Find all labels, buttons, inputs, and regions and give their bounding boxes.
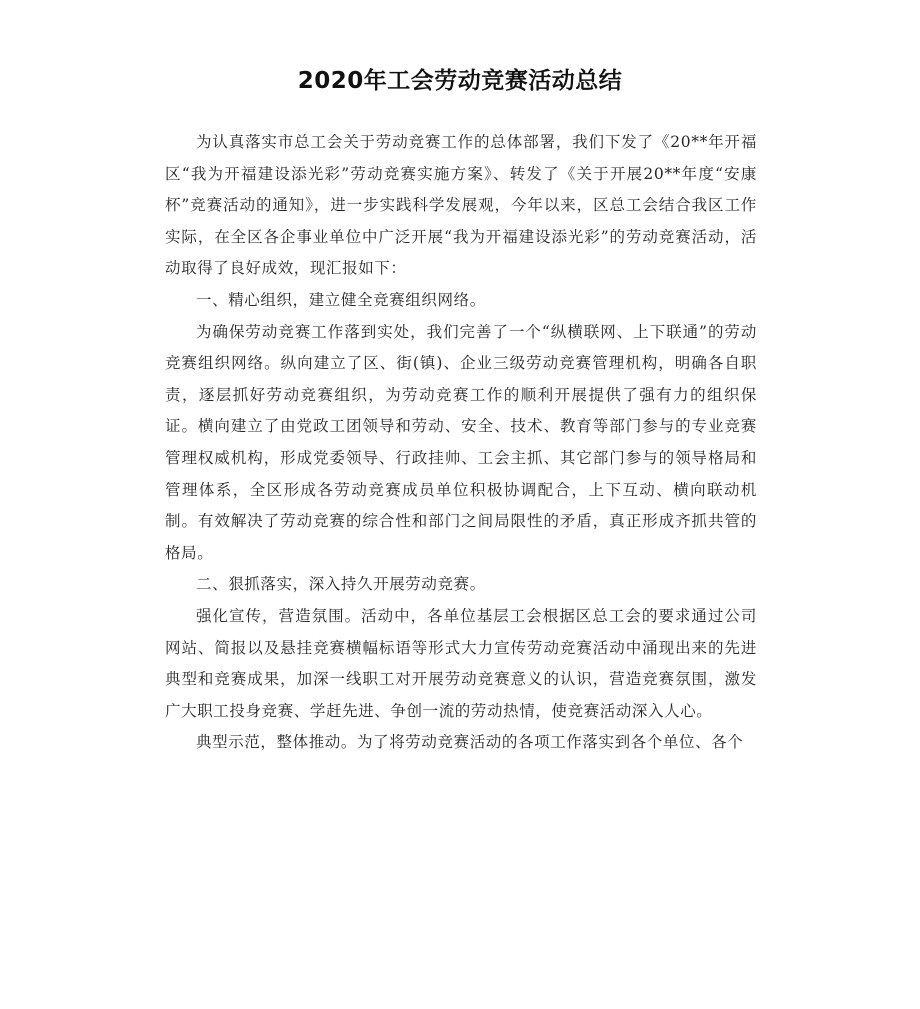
- section-2-paragraph-publicity: 强化宣传，营造氛围。活动中，各单位基层工会根据区总工会的要求通过公司网站、简报以及悬挂竞赛横幅标语等形式大力宣传劳动竞赛活动中涌现出来的先进典型和竞赛成果，加深一线职工对开展劳动竞赛意义的认识，营造竞赛氛围，激发广大职工投身竞赛、学赶先进、争创一流的劳动热情，使竞赛活动深入人心。: [165, 606, 757, 720]
- document-body: [165, 127, 757, 759]
- section-heading-1: 一、精心组织，建立健全竞赛组织网络。: [196, 290, 486, 309]
- section-heading-2: 二、狠抓落实，深入持久开展劳动竞赛。: [196, 575, 486, 594]
- section-2-paragraph-examples: 典型示范，整体推动。为了将劳动竞赛活动的各项工作落实到各个单位、各个: [196, 733, 744, 752]
- intro-paragraph: 为认真落实市总工会关于劳动竞赛工作的总体部署，我们下发了《20**年开福区“我为开福建设添光彩”劳动竞赛实施方案》、转发了《关于开展20**年度“安康杯”竞赛活动的通知》，进一步实践科学发展观，今年以来，区总工会结合我区工作实际，在全区各企事业单位中广泛开展“我为开福建设添光彩”的劳动竞赛活动，活动取得了良好成效，现汇报如下：: [165, 133, 757, 278]
- section-1-paragraph: 为确保劳动竞赛工作落到实处，我们完善了一个“纵横联网、上下联通”的劳动竞赛组织网络。纵向建立了区、街(镇)、企业三级劳动竞赛管理机构，明确各自职责，逐层抓好劳动竞赛组织，为劳动竞赛工作的顺利开展提供了强有力的组织保证。横向建立了由党政工团领导和劳动、安全、技术、教育等部门参与的专业竞赛管理权威机构，形成党委领导、行政挂帅、工会主抓、其它部门参与的领导格局和管理体系，全区形成各劳动竞赛成员单位积极协调配合，上下互动、横向联动机制。有效解决了劳动竞赛的综合性和部门之间局限性的矛盾，真正形成齐抓共管的格局。: [165, 322, 757, 562]
- document-title: 2020年工会劳动竞赛活动总结: [297, 68, 623, 94]
